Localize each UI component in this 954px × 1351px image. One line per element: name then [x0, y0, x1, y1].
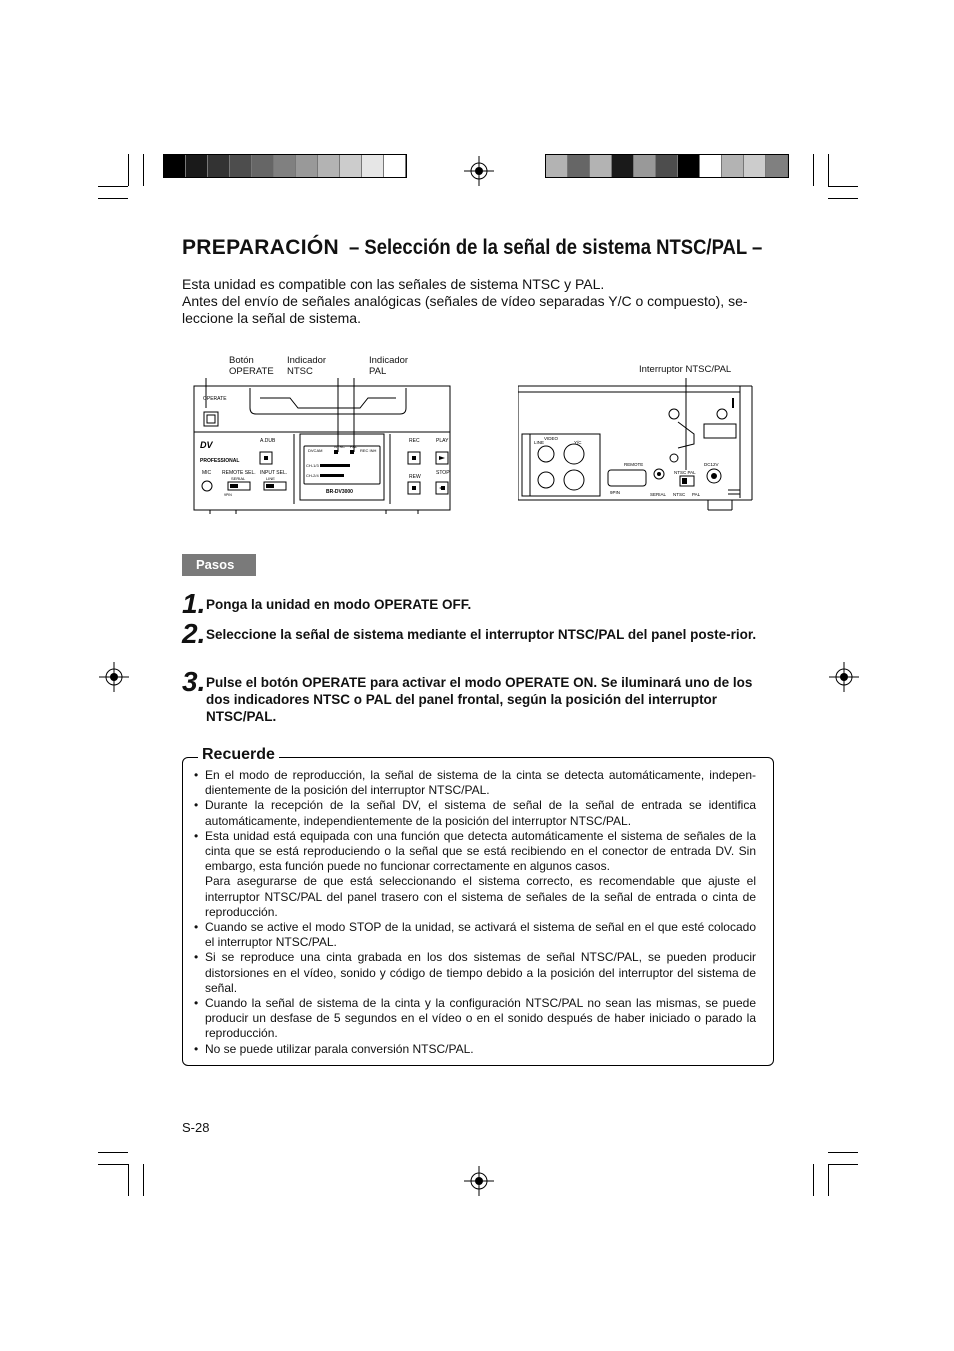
label-pal-l2: PAL — [369, 366, 387, 377]
rp-ntsc: NTSC — [673, 492, 686, 497]
rp-pal: PAL — [692, 492, 701, 497]
page-number: S-28 — [182, 1120, 210, 1135]
registration-mark-top — [464, 156, 494, 186]
recuerde-item-6 — [194, 996, 756, 1042]
fp-ntsc: NTSC — [334, 444, 345, 449]
fp-serial: SERIAL — [231, 476, 246, 481]
rp-9pin: 9PIN — [610, 490, 621, 495]
recuerde-title: Recuerde — [198, 746, 279, 764]
recuerde-list — [194, 768, 756, 1057]
intro-line-2: Antes del envío de señales analógicas (señales de vídeo separadas Y/C o compuesto), se-leccione la señal de sistema. — [182, 293, 748, 326]
registration-mark-left — [99, 662, 129, 692]
label-ntsc-l1: Indicador — [287, 355, 327, 366]
fp-rew: REW — [409, 474, 421, 480]
recuerde-item-7-text: • No se puede utilizar parala conversión NTSC/PAL. — [205, 1041, 474, 1056]
fp-stop: STOP — [436, 470, 450, 476]
color-swatch — [384, 155, 406, 177]
color-swatch — [546, 155, 568, 177]
step-2-number: 2. — [182, 618, 206, 649]
fp-dv-logo: DV — [200, 440, 213, 450]
recuerde-item-3-text: • Esta unidad está equipada con una función que detecta automáticamente el sistema de señales de la cinta que se está reproduciendo o la señal que se está recibiendo en el conector de entrada DV. Sin embargo, esta función puede no funcionar correctamente en algunos casos. — [205, 828, 756, 874]
recuerde-item-7 — [194, 1042, 756, 1057]
rp-remote: REMOTE — [624, 462, 644, 467]
fp-adub: A.DUB — [260, 438, 276, 444]
pasos-header: Pasos — [182, 554, 256, 576]
recuerde-item-4-text: • Cuando se active el modo STOP de la unidad, se activará el sistema de señal en el que esté colocado el interruptor NTSC/PAL. — [205, 920, 756, 950]
color-swatch — [700, 155, 722, 177]
recuerde-item-5 — [194, 950, 756, 996]
label-ntsc-indicator — [287, 355, 326, 377]
color-swatch — [208, 155, 230, 177]
grayscale-bar-right — [545, 154, 789, 178]
step-2-text: Seleccione la señal de sistema mediante el interruptor NTSC/PAL del panel poste-rior. — [206, 627, 757, 642]
fp-ch12: CH-1/3 — [306, 463, 319, 468]
recuerde-item-4 — [194, 920, 756, 950]
color-swatch — [252, 155, 274, 177]
fp-dvcam: DVCAM — [308, 448, 323, 453]
step-1-number: 1. — [182, 588, 206, 619]
registration-mark-bottom — [464, 1166, 494, 1196]
color-swatch — [590, 155, 612, 177]
label-operate-l1: Botón — [229, 355, 254, 366]
page-title — [182, 236, 819, 260]
step-3-number: 3. — [182, 666, 206, 697]
fp-professional: PROFESSIONAL — [200, 458, 240, 464]
label-operate-l2: OPERATE — [229, 366, 274, 377]
label-pal-l1: Indicador — [369, 355, 409, 366]
color-swatch — [744, 155, 766, 177]
fp-operate: OPERATE — [203, 396, 227, 402]
recuerde-item-2 — [194, 798, 756, 828]
color-swatch — [722, 155, 744, 177]
front-panel-diagram — [190, 378, 452, 514]
rear-panel-diagram — [518, 378, 754, 514]
fp-rec: REC — [409, 438, 420, 444]
rp-serial: SERIAL — [650, 492, 667, 497]
intro-line-1: Esta unidad es compatible con las señales de sistema NTSC y PAL. — [182, 276, 605, 292]
label-pal-indicator — [369, 355, 408, 377]
registration-mark-right — [829, 662, 859, 692]
fp-play: PLAY — [436, 438, 449, 444]
recuerde-item-3 — [194, 829, 756, 920]
fp-recinh: REC INH — [360, 448, 377, 453]
color-swatch — [164, 155, 186, 177]
label-ntsc-pal-switch: Interruptor NTSC/PAL — [639, 364, 732, 375]
color-swatch — [362, 155, 384, 177]
fp-pal: PAL — [350, 444, 358, 449]
fp-ch34: CH-2/4 — [306, 473, 319, 478]
recuerde-item-2-text: • Durante la recepción de la señal DV, el sistema de señal de la señal de entrada se identifica automáticamente, independientemente de la posición del interruptor NTSC/PAL. — [205, 798, 756, 828]
recuerde-item-1-text: • En el modo de reproducción, la señal de sistema de la cinta se detecta automáticamente, indepen-dientemente de la posición del interruptor NTSC/PAL. — [205, 768, 756, 798]
step-1-text: Ponga la unidad en modo OPERATE OFF. — [206, 597, 472, 612]
fp-input-sel: INPUT SEL. — [260, 470, 288, 476]
intro-text — [182, 276, 772, 327]
color-swatch — [766, 155, 788, 177]
recuerde-item-3-extra: Para asegurarse de que está seleccionando el sistema correcto, es recomendable que ajuste el interruptor NTSC/PAL del panel trasero con el sistema de señales de la señal de entrada o cinta de reproducción. — [205, 874, 756, 919]
title-sub: – Selección de la señal de sistema NTSC/PAL – — [349, 236, 763, 259]
rp-line: LINE — [534, 440, 545, 445]
step-3-text: Pulse el botón OPERATE para activar el modo OPERATE ON. Se iluminará uno de los dos indicadores NTSC o PAL del panel frontal, según la posición del interruptor NTSC/PAL. — [206, 675, 753, 724]
recuerde-item-6-text: • Cuando la señal de sistema de la cinta y la configuración NTSC/PAL no sean las mismas, se puede producir un desfase de 5 segundos en el vídeo o en el sonido después de haber iniciado o parado la reproducción. — [205, 996, 756, 1041]
color-swatch — [678, 155, 700, 177]
color-swatch — [274, 155, 296, 177]
fp-model: BR-DV3000 — [326, 489, 353, 495]
rp-video: VIDEO — [544, 436, 559, 441]
rp-dc12v: DC12V — [704, 462, 719, 467]
color-swatch — [340, 155, 362, 177]
color-swatch — [612, 155, 634, 177]
color-swatch — [230, 155, 252, 177]
label-ntsc-l2: NTSC — [287, 366, 313, 377]
color-swatch — [296, 155, 318, 177]
color-swatch — [656, 155, 678, 177]
rp-ntsc-pal: NTSC PAL — [674, 470, 696, 475]
color-swatch — [318, 155, 340, 177]
fp-remote-sel: REMOTE SEL. — [222, 470, 256, 476]
color-swatch — [634, 155, 656, 177]
recuerde-item-1 — [194, 768, 756, 798]
fp-line: LINE — [266, 476, 275, 481]
color-swatch — [186, 155, 208, 177]
label-operate-button — [229, 355, 274, 377]
fp-9pin: 9PIN — [224, 493, 232, 497]
fp-mic: MIC — [202, 470, 212, 476]
rp-yc: Y/C — [574, 440, 582, 445]
grayscale-bar-left — [163, 154, 407, 178]
title-main: PREPARACIÓN — [182, 236, 339, 259]
recuerde-item-5-text: • Si se reproduce una cinta grabada en los dos sistemas de señal NTSC/PAL, se pueden producir distorsiones en el vídeo, sonido y código de tiempo debido a la posición del interruptor del sistema de señal. — [205, 950, 756, 995]
color-swatch — [568, 155, 590, 177]
